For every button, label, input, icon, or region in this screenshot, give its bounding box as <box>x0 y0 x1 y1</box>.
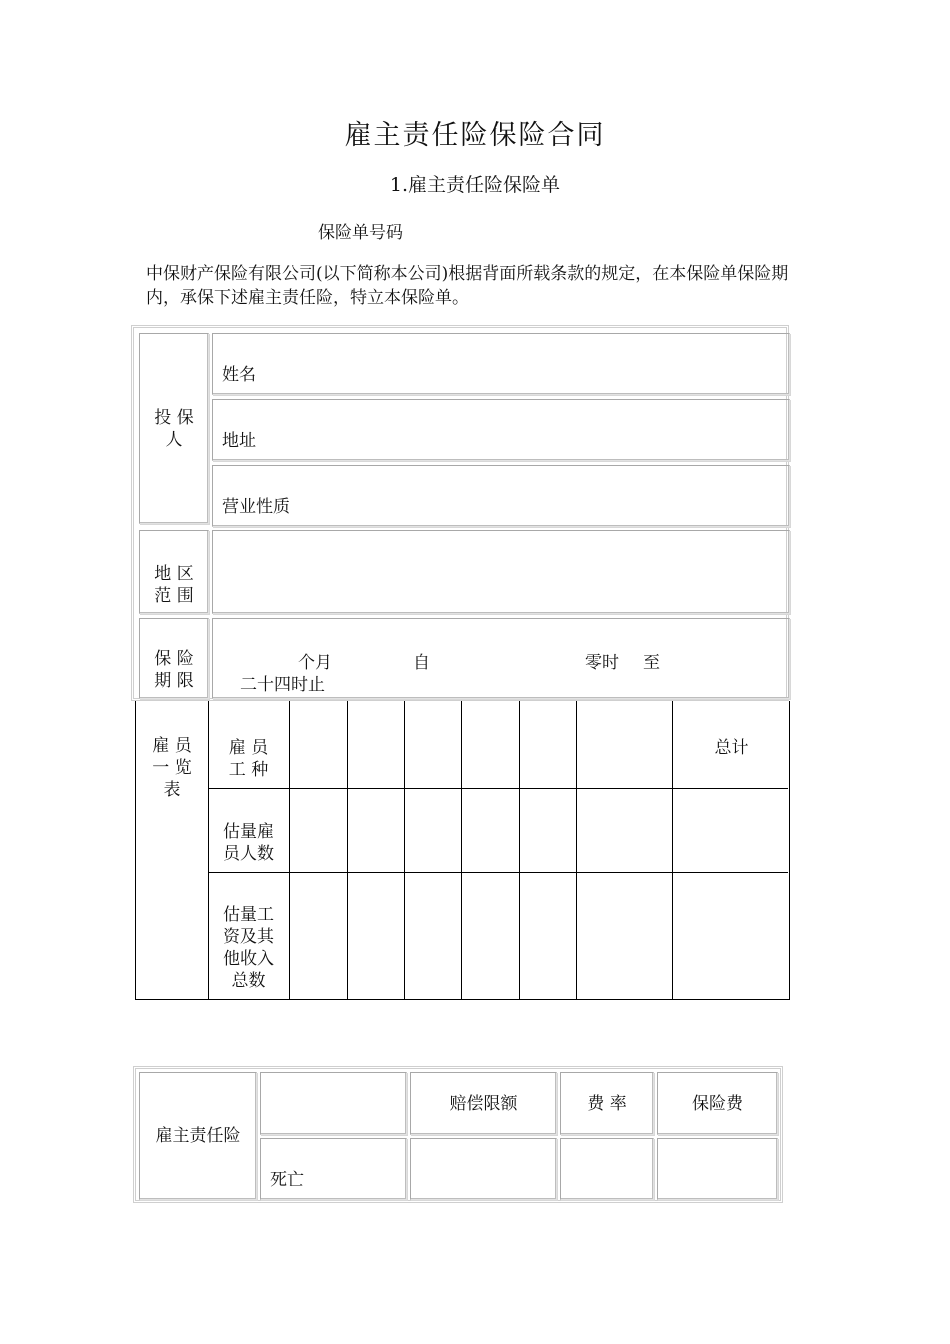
total-label: 总计 <box>714 738 749 758</box>
grid-line <box>519 701 520 999</box>
grid-line <box>347 701 348 999</box>
name-label: 姓名 <box>222 365 256 385</box>
job-type-line2: 工 种 <box>228 760 269 780</box>
policy-number-label: 保险单号码 <box>318 223 403 243</box>
document-subtitle: 1.雇主责任险保险单 <box>389 174 561 196</box>
period-end-hour: 二十四时止 <box>240 675 325 695</box>
employee-table <box>135 701 790 1000</box>
death-rate-field[interactable] <box>560 1138 654 1200</box>
period-field[interactable] <box>212 618 790 699</box>
wage-total-line1: 估量工 <box>223 905 274 925</box>
employee-count-label <box>208 821 289 865</box>
period-to: 至 <box>643 653 660 673</box>
death-label: 死亡 <box>270 1170 304 1190</box>
death-limit-field[interactable] <box>410 1138 557 1200</box>
employee-label-line1: 雇 员 <box>152 736 192 756</box>
limit-header-cell <box>410 1072 557 1135</box>
address-label: 地址 <box>222 431 256 451</box>
wage-total-line2: 资及其 <box>223 927 274 947</box>
employee-label-line3: 表 <box>163 780 181 800</box>
wage-total-label <box>208 904 289 992</box>
policyholder-label-line2: 人 <box>165 429 183 450</box>
employee-list-label <box>136 735 208 801</box>
premium-header: 保险费 <box>692 1093 743 1114</box>
death-premium-field[interactable] <box>657 1138 778 1200</box>
period-label-cell <box>139 618 209 699</box>
grid-line <box>461 701 462 999</box>
period-months: 个月 <box>298 653 332 673</box>
coverage-type-cell <box>139 1072 257 1200</box>
region-label-cell <box>139 530 209 614</box>
employee-count-line2: 员人数 <box>223 844 274 864</box>
document-title: 雇主责任险保险合同 <box>344 120 606 151</box>
intro-paragraph: 中保财产保险有限公司(以下简称本公司)根据背面所载条款的规定，在本保险单保险期内，承保下述雇主责任险，特立本保险单。 <box>146 264 789 308</box>
employee-count-line1: 估量雇 <box>223 822 274 842</box>
period-zero-hour: 零时 <box>585 653 619 673</box>
wage-total-line4: 总数 <box>231 971 266 991</box>
employee-label-line2: 一 览 <box>152 758 192 778</box>
grid-line <box>208 872 788 873</box>
business-nature-label: 营业性质 <box>222 497 290 517</box>
grid-line <box>289 701 290 999</box>
grid-line <box>404 701 405 999</box>
address-field[interactable] <box>212 399 790 461</box>
region-label-line1: 地 区 <box>154 564 194 584</box>
period-from: 自 <box>413 653 430 673</box>
period-label-line2: 期 限 <box>154 671 194 691</box>
region-label-line2: 范 围 <box>154 586 194 606</box>
policyholder-label-cell <box>139 333 209 524</box>
policyholder-table <box>131 325 789 701</box>
policyholder-label-line1: 投 保 <box>154 407 194 428</box>
grid-line <box>208 788 788 789</box>
region-field[interactable] <box>212 530 790 614</box>
business-nature-field[interactable] <box>212 465 790 527</box>
coverage-type-label: 雇主责任险 <box>155 1126 241 1146</box>
premium-header-cell <box>657 1072 778 1135</box>
job-type-line1: 雇 员 <box>228 738 269 758</box>
death-row-cell <box>260 1138 407 1200</box>
limit-header: 赔偿限额 <box>449 1093 518 1114</box>
job-type-label <box>208 737 289 781</box>
grid-line <box>576 701 577 999</box>
name-field[interactable] <box>212 333 790 395</box>
wage-total-line3: 他收入 <box>223 949 274 969</box>
coverage-item-header <box>260 1072 407 1135</box>
coverage-table <box>133 1066 783 1203</box>
rate-header-cell <box>560 1072 654 1135</box>
period-label-line1: 保 险 <box>154 649 194 669</box>
rate-header: 费 率 <box>587 1093 627 1114</box>
